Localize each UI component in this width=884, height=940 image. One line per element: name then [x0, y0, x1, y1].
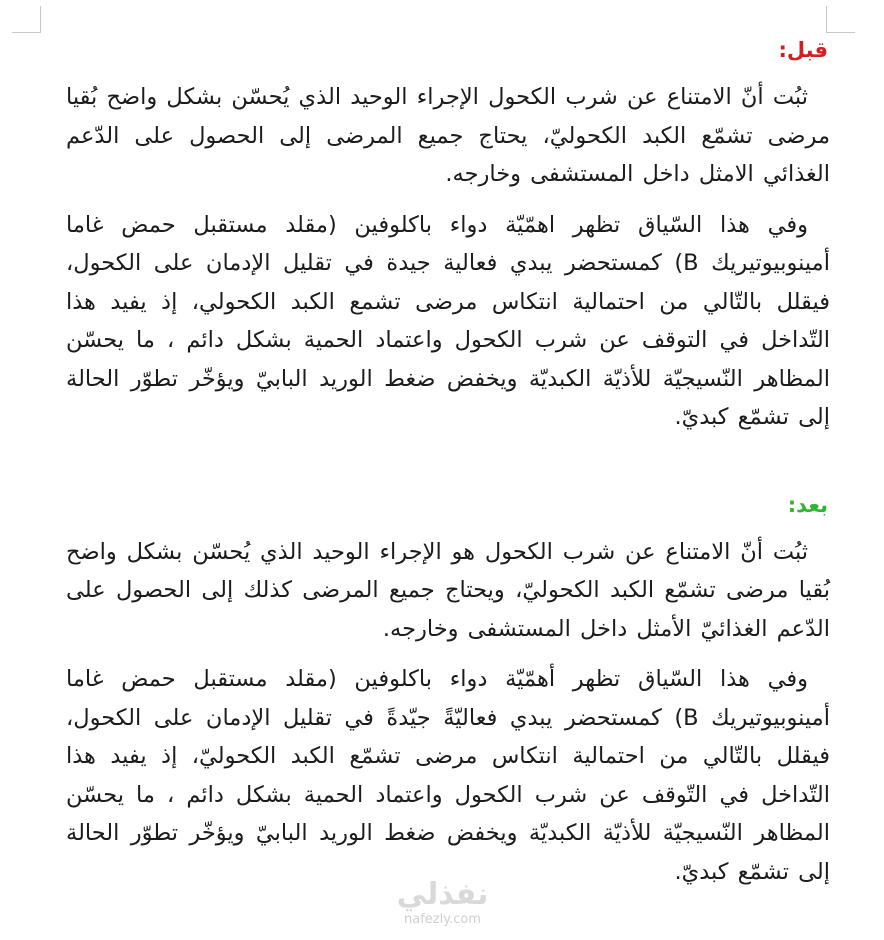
watermark-logo: نفذلي: [396, 877, 489, 912]
section-before: [66, 30, 830, 437]
paragraph-before-1: ثبُت أنّ الامتناع عن شرب الكحول الإجراء الوحيد الذي يُحسّن بشكل واضح بُقيا مرضى تشمّع الكبد الكحوليّ، يحتاج جميع المرضى إلى الحصول على الدّعم الغذائي الامثل داخل المستشفى وخارجه.: [66, 84, 830, 187]
paragraph-after-2: وفي هذا السّياق تظهر أهمّيّة دواء باكلوفين (مقلد مستقبل حمض غاما أمينوبيوتيريك B) كمستحضر يبدي فعاليّةً جيّدةً في تقليل الإدمان على الكحول، فيقلل بالتّالي من احتمالية انتكاس مرضى تشمّع الكبد الكحوليّ، إذ يفيد هذا التّداخل في التّوقف عن شرب الكحول واعتماد الحمية بشكل دائم ، ما يحسّن المظاهر النّسيجيّة للأذيّة الكبديّة ويخفض ضغط الوريد البابيّ ويؤخّر تطوّر الحالة إلى تشمّع كبديّ.: [66, 666, 830, 885]
watermark-url: nafezly.com: [404, 912, 481, 927]
page-margin-mark-top-right: [826, 6, 855, 33]
document-page: [66, 30, 830, 891]
page-margin-mark-top-left: [12, 6, 41, 33]
heading-before: قبل:: [778, 38, 828, 62]
section-after: [66, 485, 830, 892]
paragraph-before-2: وفي هذا السّياق تظهر اهمّيّة دواء باكلوفين (مقلد مستقبل حمض غاما أمينوبيوتيريك B) كمستحضر يبدي فعالية جيدة في تقليل الإدمان على الكحول، فيقلل بالتّالي من احتمالية انتكاس مرضى تشمع الكبد الكحولي، إذ يفيد هذا التّداخل في التوقف عن شرب الكحول واعتماد الحمية بشكل دائم ، ما يحسّن المظاهر النّسيجيّة للأذيّة الكبديّة ويخفض ضغط الوريد البابيّ ويؤخّر تطوّر الحالة إلى تشمّع كبديّ.: [66, 211, 830, 430]
paragraph-after-1: ثبُت أنّ الامتناع عن شرب الكحول هو الإجراء الوحيد الذي يُحسّن بشكل واضح بُقيا مرضى تشمّع الكبد الكحوليّ، ويحتاج جميع المرضى كذلك إلى الحصول على الدّعم الغذائيّ الأمثل داخل المستشفى وخارجه.: [66, 538, 830, 642]
heading-after: بعد:: [787, 492, 828, 517]
